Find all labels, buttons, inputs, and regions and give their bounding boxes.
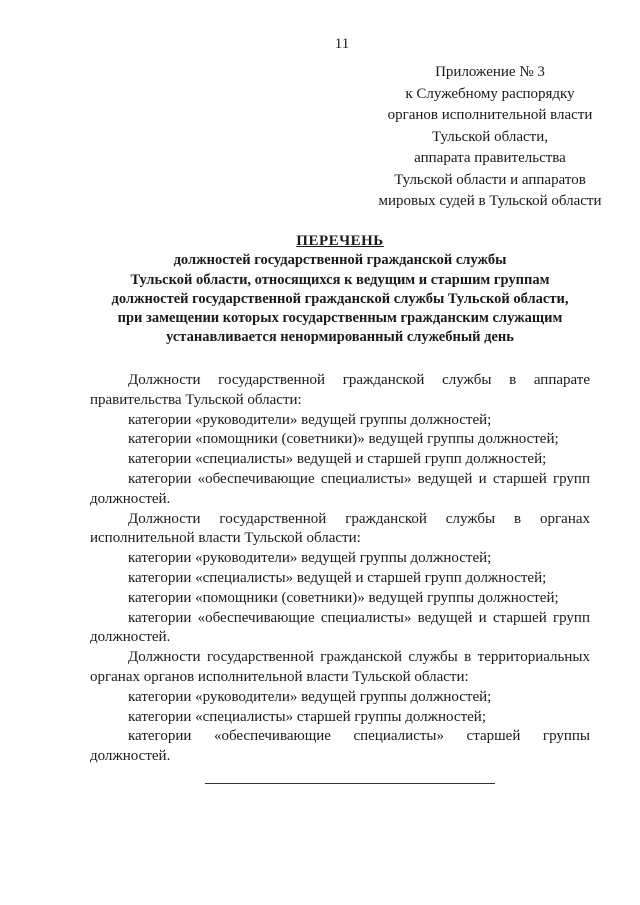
list-item: категории «руководители» ведущей группы должностей; <box>128 688 492 705</box>
document-body <box>90 371 590 767</box>
list-item: категории «руководители» ведущей группы должностей; <box>128 550 492 567</box>
appendix-line: к Служебному распорядку <box>405 85 575 102</box>
section-intro: Должности государственной гражданской службы в органах исполнительной власти Тульской области: <box>90 510 590 547</box>
appendix-line: Приложение № 3 <box>435 64 545 80</box>
appendix-block <box>330 62 640 213</box>
section-intro: Должности государственной гражданской службы в аппарате правительства Тульской области: <box>90 372 590 408</box>
appendix-line: органов исполнительной власти <box>387 107 593 123</box>
list-item: категории «обеспечивающие специалисты» ведущей и старшей групп должностей. <box>90 609 590 646</box>
title-line: должностей государственной гражданской службы Тульской области, <box>111 290 569 307</box>
section-intro: Должности государственной гражданской службы в территориальных органах органов исполнительной власти Тульской области: <box>90 649 590 685</box>
document-title <box>60 232 620 348</box>
title-line: при замещении которых государственным гражданским служащим <box>117 310 563 327</box>
list-item: категории «специалисты» ведущей и старшей групп должностей; <box>128 451 547 468</box>
title-line: устанавливается ненормированный служебный день <box>166 329 514 346</box>
page-number: 11 <box>334 36 350 52</box>
list-item: категории «помощники (советники)» ведущей группы должностей; <box>128 431 559 448</box>
list-item: категории «специалисты» ведущей и старшей групп должностей; <box>128 569 547 586</box>
list-item: категории «руководители» ведущей группы должностей; <box>128 411 492 428</box>
closing-rule <box>205 783 495 784</box>
title-heading: ПЕРЕЧЕНЬ <box>296 233 384 249</box>
title-line: Тульской области, относящихся к ведущим и старшим группам <box>130 271 550 288</box>
list-item: категории «обеспечивающие специалисты» ведущей и старшей групп должностей. <box>90 470 590 507</box>
list-item: категории «специалисты» старшей группы должностей; <box>128 708 486 725</box>
list-item: категории «помощники (советники)» ведущей группы должностей; <box>128 589 559 606</box>
appendix-line: аппарата правительства <box>414 150 566 166</box>
appendix-line: Тульской области, <box>432 128 548 145</box>
title-line: должностей государственной гражданской службы <box>173 252 507 269</box>
appendix-line: мировых судей в Тульской области <box>378 193 602 209</box>
appendix-line: Тульской области и аппаратов <box>394 171 586 188</box>
list-item: категории «обеспечивающие специалисты» старшей группы должностей. <box>90 728 590 765</box>
